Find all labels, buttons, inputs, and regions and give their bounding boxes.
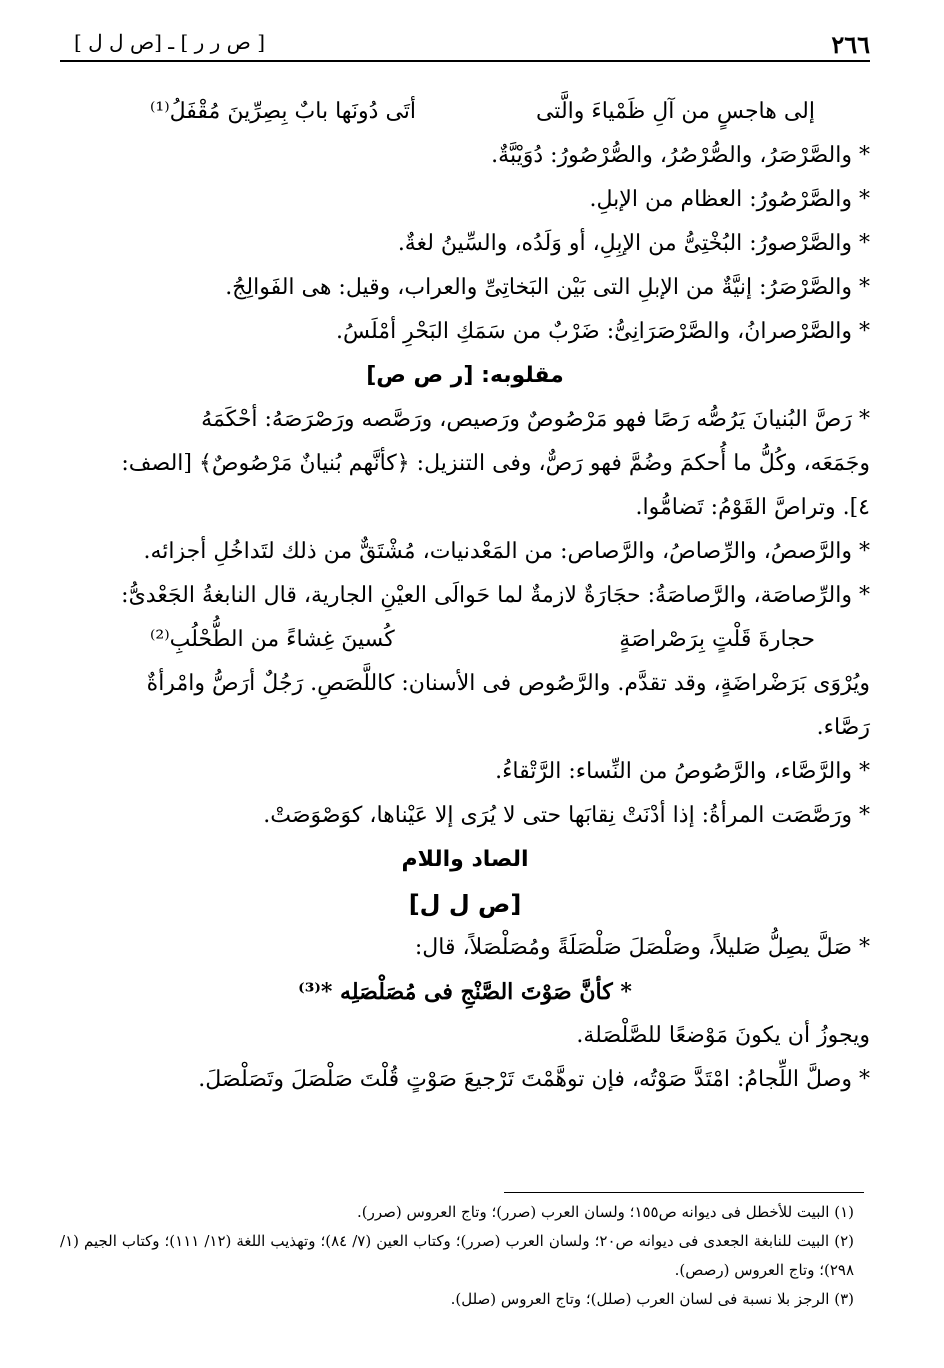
section-heading: مقلوبه: [ر ص ص] xyxy=(366,363,564,388)
main-text xyxy=(60,90,870,1102)
entry-line: * وصلَّ اللِّجامُ: امْتَدَّ صَوْتُه، فإن توهَّمْتَ تَرْجيعَ صَوْتٍ قُلْتَ صَلْصَلَ وتَصَلْصَلَ. xyxy=(198,1067,870,1092)
paragraph-line: * رَصَّ البُنيانَ يَرُصُّه رَصًا فهو مَرْصُوصٌ ورَصيص، ورَصَّصه ورَصْرَصَهُ: أحْكَمَهُ xyxy=(201,407,870,432)
chapter-heading: الصاد واللام xyxy=(401,847,529,872)
entry-line: * والرَّصَّاء، والرَّصُوصُ من النِّساء: الرَّتْقاءُ. xyxy=(495,759,870,784)
root-heading: [ص ل ل] xyxy=(408,890,522,918)
verse-line xyxy=(60,618,870,662)
rajaz-verse: * كأنَّ صَوْتَ الصَّنْجِ فى مُصَلْصَلِه *⁽³⁾ xyxy=(298,979,632,1005)
verse-hemistich-second: كُسينَ غِشاءً من الطُّحْلُبِ⁽²⁾ xyxy=(150,627,395,652)
paragraph-line: رَصَّاء. xyxy=(816,715,870,740)
entry-line: * والصَّرْصَرُ، والصُّرْصُرُ، والصُّرْصُورُ: دُوَيْبَّةٌ. xyxy=(491,143,870,168)
verse-hemistich-second: أتَى دُونَها بابٌ بِصِرِّينَ مُقْفَلُ⁽¹⁾ xyxy=(150,99,417,124)
footnote: (٣) الرجز بلا نسبة فى لسان العرب (صلل)؛ وتاج العروس (صلل). xyxy=(450,1290,854,1308)
footnote-divider xyxy=(504,1192,864,1193)
entry-line: * والصَّرْصورُ: البُخْتِىُّ من الإبِلِ، أو وَلَدُه، والسِّينُ لغةٌ. xyxy=(397,231,870,256)
page-number: ٢٦٦ xyxy=(831,30,870,59)
verse-hemistich-first: إلى هاجسٍ من آلِ ظَمْياءَ والَّتى xyxy=(535,99,815,124)
entry-line: * والرَّصصُ، والرِّصاصُ، والرَّصاص: من المَعْدنيات، مُشْتَقٌّ من ذلك لتَداخُلِ أجزائه. xyxy=(143,539,870,564)
paragraph-line: ٤]. وتراصَّ القَوْمُ: تَضامُّوا. xyxy=(635,495,870,520)
footnotes xyxy=(60,1198,854,1314)
running-head: [ ص ر ر ] ـ [ص ل ل ] xyxy=(74,30,266,54)
footnote: (١) البيت للأخطل فى ديوانه ص١٥٥؛ ولسان العرب (صرر)؛ وتاج العروس (صرر). xyxy=(356,1203,854,1221)
footnote: (٢) البيت للنابغة الجعدى فى ديوانه ص٢٠؛ ولسان العرب (صرر)؛ وكتاب العين (٧/ ٨٤)؛ وتهذيب اللغة (١٢/ ١١١)؛ وكتاب الجيم (١/ ٢٩٨)؛ وتاج العروس (رصص). xyxy=(60,1232,855,1279)
entry-line: * والرِّصاصَة، والرَّصاصَةُ: حجَارَةٌ لازمةٌ لما حَوالَى العيْنِ الجارية، قال النابغةُ الجَعْدىُّ: xyxy=(121,583,870,608)
page-header xyxy=(60,28,870,62)
verse-hemistich-first: حجارةَ قَلْتٍ بِرَصْراصَةٍ xyxy=(619,627,815,652)
entry-line: * والصَّرْصرانُ، والصَّرْصَرَانِىُّ: ضَرْبٌ من سَمَكِ البَحْرِ أمْلَسُ. xyxy=(335,319,870,344)
paragraph-line: وجَمَعَه، وكُلُّ ما أُحكمَ وضُمَّ فهو رَصٌّ، وفى التنزيل: ﴿كأنَّهم بُنيانٌ مَرْصُوصٌ﴾ [الصف: xyxy=(121,451,870,476)
entry-line: * والصَّرْصَرُ: إنيَّةٌ من الإبلِ التى بَيْن البَخاتِىِّ والعراب، وقيل: هى الفَوالِجُ. xyxy=(225,275,870,300)
entry-line: * صَلَّ يصِلُّ صَليلاً، وصَلْصَلَ صَلْصَلَةً ومُصَلْصَلاً، قال: xyxy=(414,935,870,960)
entry-line: * والصَّرْصُورُ: العظام من الإبلِ. xyxy=(589,187,870,212)
paragraph-line: ويجوزُ أن يكونَ مَوْضعًا للصَّلْصَلة. xyxy=(576,1023,870,1048)
paragraph-line: ويُرْوَى بَرَضْراضَةٍ، وقد تقدَّم. والرَّصُوص فى الأسنان: كاللَّصَصِ. رَجُلٌ أرَصُّ وامْرأةٌ xyxy=(146,671,870,696)
verse-line xyxy=(60,90,870,134)
entry-line: * ورَصَّصَت المرأةُ: إذا أدْنَتْ نِقابَها حتى لا يُرَى إلا عَيْناها، كوَصْوَصَتْ. xyxy=(263,803,870,828)
